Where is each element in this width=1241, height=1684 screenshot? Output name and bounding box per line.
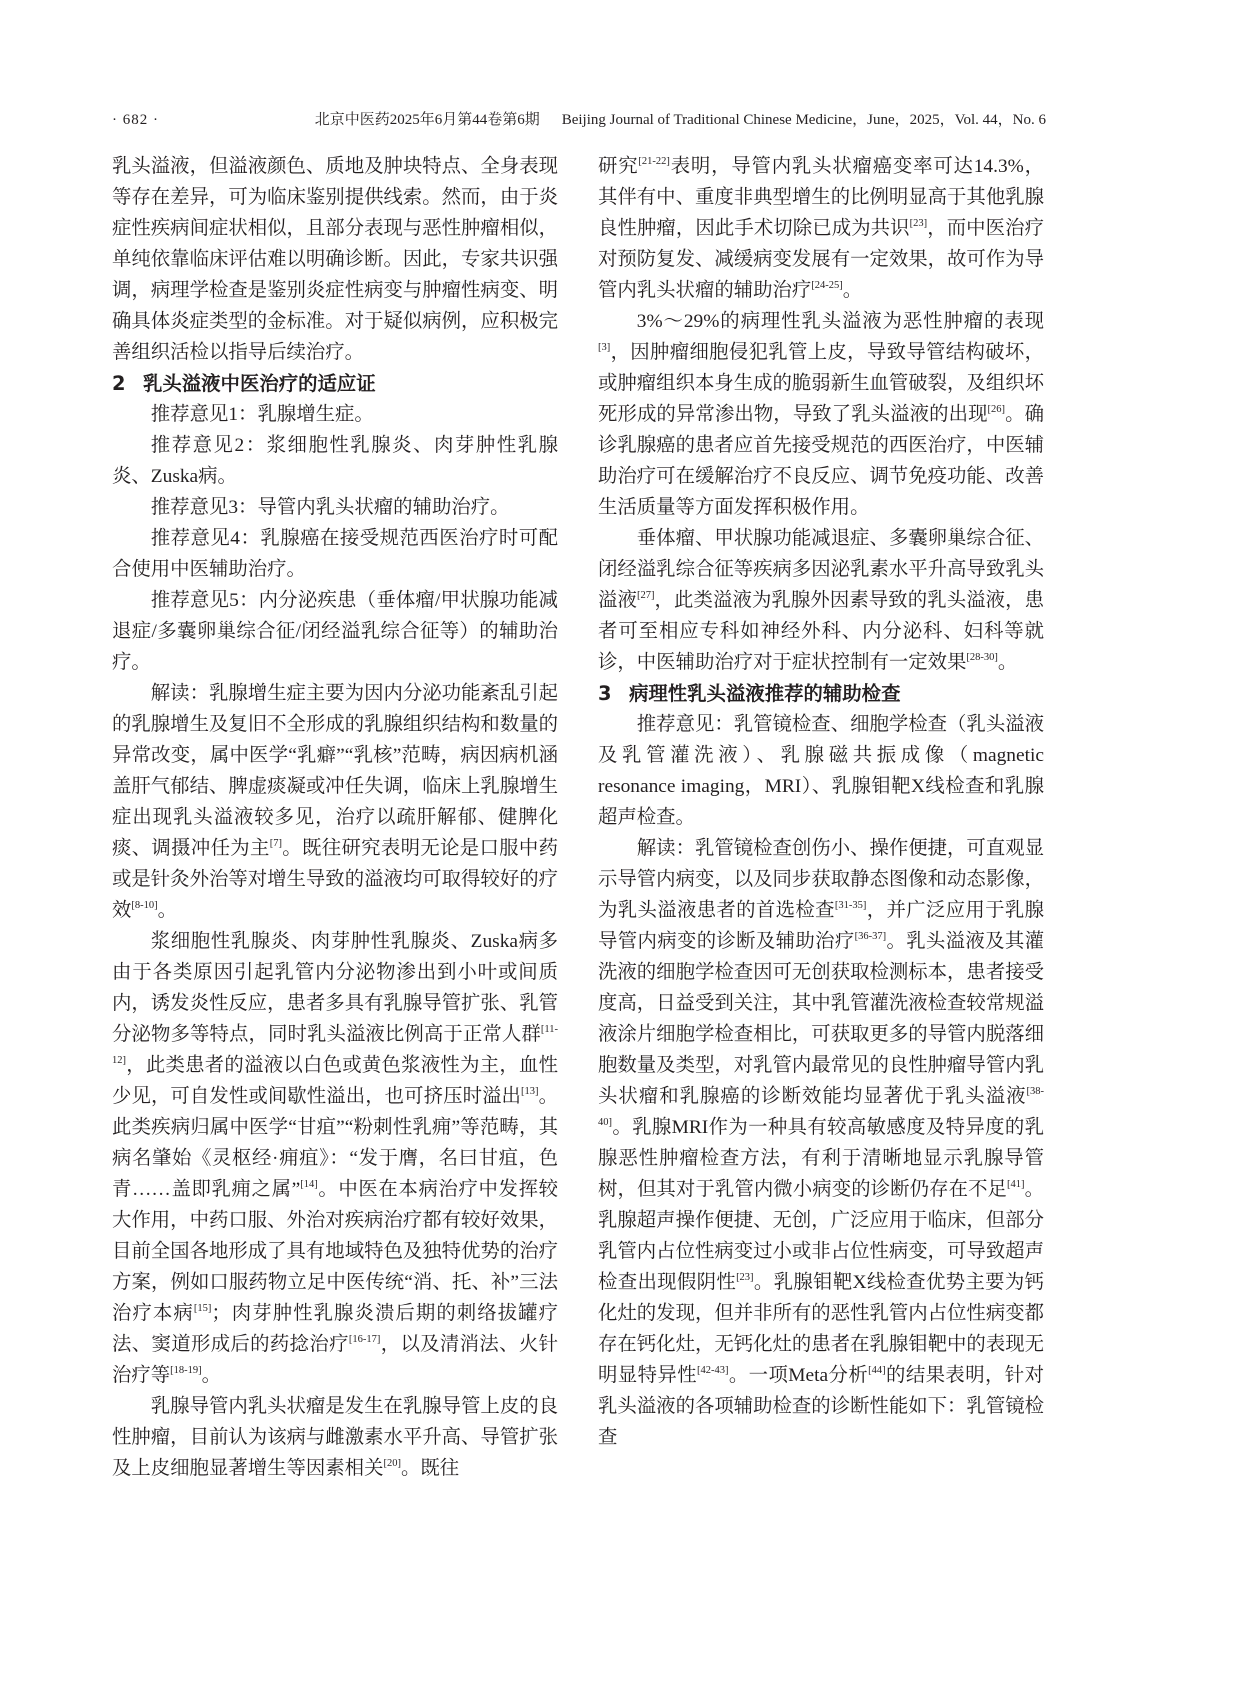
left-column bbox=[112, 151, 558, 1484]
text-run: 推荐意见：乳管镜检查、细胞学检查（乳头溢液及乳管灌洗液）、乳腺磁共振成像（magnetic resonance imaging，MRI）、乳腺钼靶X线检查和乳腺超声检查。 bbox=[598, 714, 1044, 828]
text-run: 。 bbox=[201, 1365, 222, 1386]
section-number: 3 bbox=[598, 682, 612, 705]
paragraph bbox=[112, 1391, 558, 1484]
paragraph bbox=[112, 523, 558, 585]
section-heading bbox=[598, 678, 1044, 709]
text-run: 乳腺导管内乳头状瘤是发生在乳腺导管上皮的良性肿瘤，目前认为该病与雌激素水平升高、导管扩张及上皮细胞显著增生等因素相关 bbox=[112, 1396, 558, 1479]
text-run: 的结果表明，针对乳头溢液的各项辅助检查的诊断性能如下：乳管镜检查 bbox=[598, 1365, 1044, 1448]
text-run: ；肉芽肿性乳腺炎溃后期的刺络拔罐疗法、窦道形成后的药捻治疗 bbox=[112, 1303, 559, 1355]
text-run: 。乳腺超声操作便捷、无创，广泛应用于临床，但部分乳管内占位性病变过小或非占位性病变，可导致超声检查出现假阴性 bbox=[598, 1179, 1045, 1293]
text-run: 乳头溢液，但溢液颜色、质地及肿块特点、全身表现等存在差异，可为临床鉴别提供线索。然而，由于炎症性疾病间症状相似，且部分表现与恶性肿瘤相似，单纯依靠临床评估难以明确诊断。因此，专家共识强调，病理学检查是鉴别炎症性病变与肿瘤性病变、明确具体炎症类型的金标准。对于疑似病例，应积极完善组织活检以指导后续治疗。 bbox=[112, 156, 558, 363]
citation-ref: [3] bbox=[598, 342, 611, 353]
text-run: 解读：乳管镜检查创伤小、操作便捷，可直观显示导管内病变，以及同步获取静态图像和动态影像，为乳头溢液患者的首选检查 bbox=[598, 838, 1044, 921]
text-run: 。乳头溢液及其灌洗液的细胞学检查因可无创获取检测标本，患者接受度高，日益受到关注，其中乳管灌洗液检查较常规溢液涂片细胞学检查相比，可获取更多的导管内脱落细胞数量及类型，对乳管内最常见的良性肿瘤导管内乳头状瘤和乳腺癌的诊断效能均显著优于乳头溢液 bbox=[598, 931, 1045, 1107]
section-heading bbox=[112, 368, 558, 399]
text-run: 推荐意见5：内分泌疾患（垂体瘤/甲状腺功能减退症/多囊卵巢综合征/闭经溢乳综合征等）的辅助治疗。 bbox=[112, 590, 558, 673]
text-run: 表明，导管内乳头状瘤癌变率可达14.3%，其伴有中、重度非典型增生的比例明显高于其他乳腺良性肿瘤，因此手术切除已成为共识 bbox=[598, 156, 1044, 239]
citation-ref: [24-25] bbox=[811, 280, 843, 291]
citation-ref: [44] bbox=[868, 1365, 886, 1376]
text-run: 。既往研究表明无论是口服中药或是针灸外治等对增生导致的溢液均可取得较好的疗效 bbox=[112, 838, 559, 921]
text-run: 推荐意见2：浆细胞性乳腺炎、肉芽肿性乳腺炎、Zuska病。 bbox=[112, 435, 558, 487]
section-title: 乳头溢液中医治疗的适应证 bbox=[143, 372, 376, 395]
text-run: 。确诊乳腺癌的患者应首先接受规范的西医治疗，中医辅助治疗可在缓解治疗不良反应、调节免疫功能、改善生活质量等方面发挥积极作用。 bbox=[598, 404, 1045, 518]
citation-ref: [13] bbox=[521, 1086, 539, 1097]
text-run: 。此类疾病归属中医学“甘疽”“粉刺性乳痈”等范畴，其病名肇始《灵枢经·痈疽》：“发于膺，名曰甘疽，色青……盖即乳痈之属” bbox=[112, 1086, 559, 1200]
citation-ref: [18-19] bbox=[170, 1365, 202, 1376]
journal-title-cn: 北京中医药2025年6月第44卷第6期 bbox=[314, 112, 540, 128]
paragraph bbox=[112, 585, 558, 678]
section-title: 病理性乳头溢液推荐的辅助检查 bbox=[629, 682, 901, 705]
citation-ref: [36-37] bbox=[854, 931, 887, 942]
text-run: ，此类患者的溢液以白色或黄色浆液性为主，血性少见，可自发性或间歇性溢出，也可挤压时溢出 bbox=[112, 1055, 558, 1107]
text-run: 解读：乳腺增生症主要为因内分泌功能紊乱引起的乳腺增生及复旧不全形成的乳腺组织结构和数量的异常改变，属中医学“乳癖”“乳核”范畴，病因病机涵盖肝气郁结、脾虚痰凝或冲任失调，临床上乳腺增生症出现乳头溢液较多见，治疗以疏肝解郁、健脾化痰、调摄冲任为主 bbox=[112, 683, 558, 859]
text-run: ，因肿瘤细胞侵犯乳管上皮，导致导管结构破坏，或肿瘤组织本身生成的脆弱新生血管破裂，及组织坏死形成的异常渗出物，导致了乳头溢液的出现 bbox=[598, 342, 1044, 425]
journal-info bbox=[315, 108, 1046, 132]
citation-ref: [21-22] bbox=[638, 156, 670, 167]
paragraph bbox=[112, 492, 558, 523]
citation-ref: [28-30] bbox=[966, 652, 998, 663]
paragraph bbox=[112, 430, 558, 492]
right-column bbox=[598, 151, 1044, 1453]
citation-ref: [20] bbox=[383, 1458, 401, 1469]
page-number: · 682 · bbox=[112, 112, 159, 128]
paragraph bbox=[598, 523, 1044, 678]
text-run: ，此类溢液为乳腺外因素导致的乳头溢液，患者可至相应专科如神经外科、内分泌科、妇科等就诊，中医辅助治疗对于症状控制有一定效果 bbox=[598, 590, 1045, 673]
text-run: 推荐意见3：导管内乳头状瘤的辅助治疗。 bbox=[150, 497, 510, 518]
continued-paragraph bbox=[598, 151, 1044, 306]
text-run: 。一项Meta分析 bbox=[728, 1365, 869, 1386]
paragraph bbox=[598, 709, 1044, 833]
text-run: 。乳腺MRI作为一种具有较高敏感度及特异度的乳腺恶性肿瘤检查方法，有利于清晰地显示乳腺导管树，但其对于乳管内微小病变的诊断仍存在不足 bbox=[598, 1117, 1044, 1200]
text-run: 。 bbox=[842, 280, 863, 301]
text-run: 3%～29%的病理性乳头溢液为恶性肿瘤的表现 bbox=[636, 311, 1044, 332]
text-run: 。既往 bbox=[400, 1458, 460, 1479]
text-run: 浆细胞性乳腺炎、肉芽肿性乳腺炎、Zuska病多由于各类原因引起乳管内分泌物渗出到小叶或间质内，诱发炎性反应，患者多具有乳腺导管扩张、乳管分泌物多等特点，同时乳头溢液比例高于正常人群 bbox=[112, 931, 558, 1045]
citation-ref: [14] bbox=[300, 1179, 318, 1190]
running-header bbox=[112, 108, 1046, 132]
citation-ref: [41] bbox=[1007, 1179, 1025, 1190]
text-run: ，以及清消法、火针治疗等 bbox=[112, 1334, 559, 1386]
text-run: 垂体瘤、甲状腺功能减退症、多囊卵巢综合征、闭经溢乳综合征等疾病多因泌乳素水平升高导致乳头溢液 bbox=[598, 528, 1044, 611]
citation-ref: [11-12] bbox=[112, 1024, 558, 1066]
paragraph bbox=[598, 833, 1044, 1453]
text-run: 推荐意见4：乳腺癌在接受规范西医治疗时可配合使用中医辅助治疗。 bbox=[112, 528, 558, 580]
citation-ref: [23] bbox=[909, 218, 928, 229]
text-run: 。 bbox=[157, 900, 178, 921]
paragraph bbox=[112, 678, 558, 926]
citation-ref: [26] bbox=[987, 404, 1006, 415]
citation-ref: [23] bbox=[736, 1272, 754, 1283]
text-run: 研究 bbox=[598, 156, 639, 177]
citation-ref: [8-10] bbox=[131, 900, 158, 911]
text-run: ，并广泛应用于乳腺导管内病变的诊断及辅助治疗 bbox=[598, 900, 1045, 952]
text-run: ，而中医治疗对预防复发、减缓病变发展有一定效果，故可作为导管内乳头状瘤的辅助治疗 bbox=[598, 218, 1045, 301]
paragraph bbox=[112, 399, 558, 430]
paragraph bbox=[598, 306, 1044, 523]
citation-ref: [16-17] bbox=[348, 1334, 381, 1345]
citation-ref: [27] bbox=[636, 590, 655, 601]
citation-ref: [7] bbox=[269, 838, 282, 849]
text-run: 。中医在本病治疗中发挥较大作用，中药口服、外治对疾病治疗都有较好效果，目前全国各地形成了具有地域特色及独特优势的治疗方案，例如口服药物立足中医传统“消、托、补”三法治疗本病 bbox=[112, 1179, 559, 1324]
citation-ref: [42-43] bbox=[696, 1365, 729, 1376]
journal-title-en: Beijing Journal of Traditional Chinese Medicine，June，2025，Vol. 44，No. 6 bbox=[561, 112, 1046, 128]
text-run: 。 bbox=[997, 652, 1018, 673]
section-number: 2 bbox=[112, 372, 126, 395]
citation-ref: [38-40] bbox=[598, 1086, 1044, 1128]
text-run: 。乳腺钼靶X线检查优势主要为钙化灶的发现，但并非所有的恶性乳管内占位性病变都存在钙化灶，无钙化灶的患者在乳腺钼靶中的表现无明显特异性 bbox=[598, 1272, 1044, 1386]
text-run: 推荐意见1：乳腺增生症。 bbox=[150, 404, 374, 425]
continued-paragraph bbox=[112, 151, 558, 368]
citation-ref: [31-35] bbox=[834, 900, 867, 911]
citation-ref: [15] bbox=[193, 1303, 212, 1314]
paragraph bbox=[112, 926, 558, 1391]
